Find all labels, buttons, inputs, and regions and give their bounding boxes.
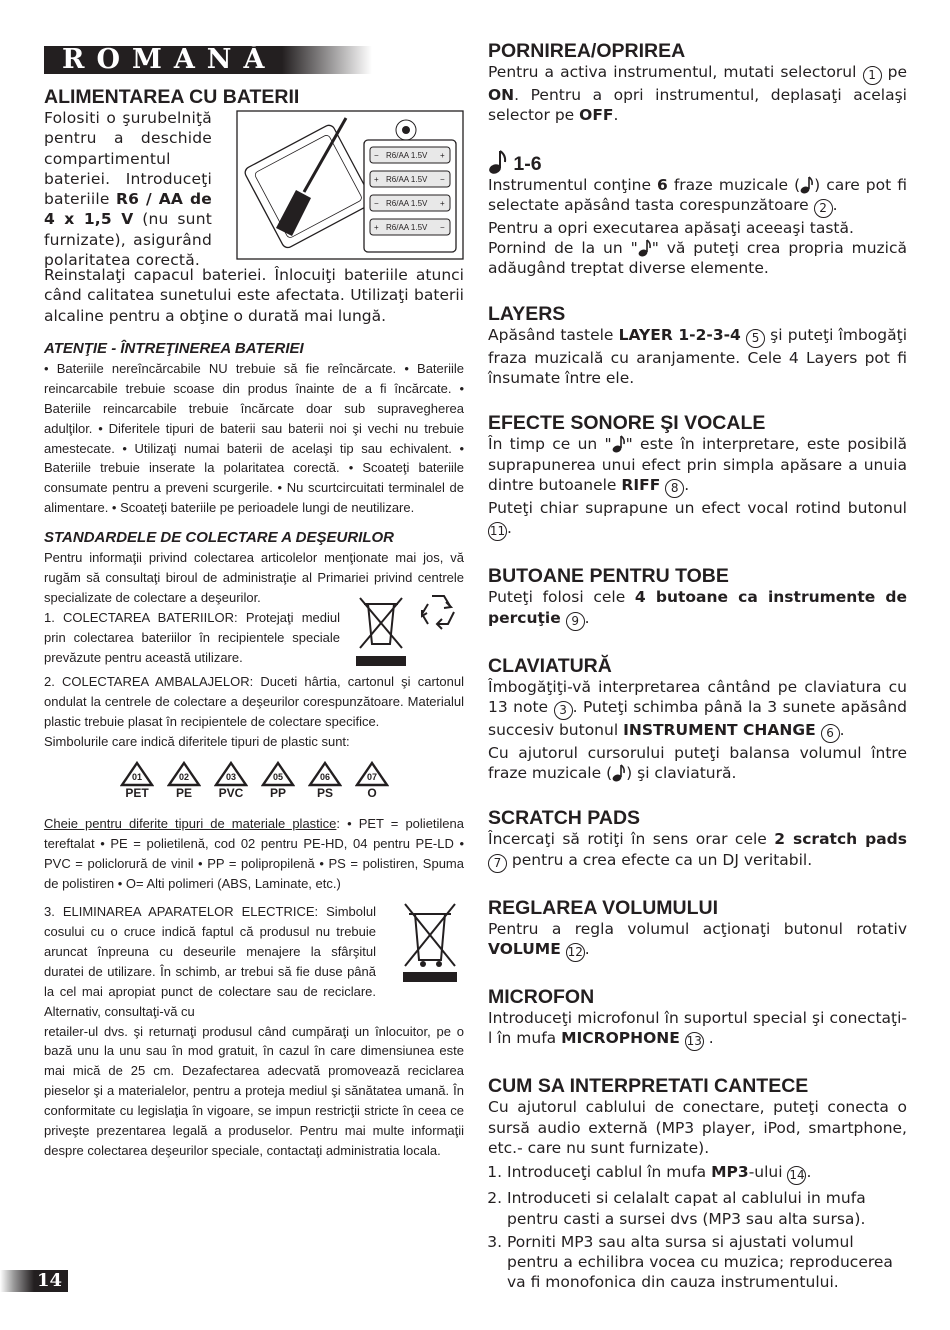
battery-label-3: R6/AA 1.5V xyxy=(386,199,428,208)
right-column xyxy=(488,40,907,1296)
ref-number: 6 xyxy=(821,724,840,743)
battery-replace-text: Reinstalaţi capacul bateriei. Înlocuiţi bateriile atunci când calitatea sunetului este afectata. Utilizaţi baterii alcaline pentru a obţine o durată mai lungă. xyxy=(44,266,464,325)
plastic-symbol-other: 07 O xyxy=(355,761,389,800)
section-title-scratch: SCRATCH PADS xyxy=(488,807,641,830)
battery-label-1: R6/AA 1.5V xyxy=(386,151,428,160)
section-title-drums: BUTOANE PENTRU TOBE xyxy=(488,565,729,588)
ref-number: 7 xyxy=(488,854,507,873)
plastic-symbols-row xyxy=(120,761,464,800)
svg-text:−: − xyxy=(374,199,379,208)
ref-number: 12 xyxy=(566,943,585,962)
battery-section xyxy=(44,108,464,273)
svg-text:02: 02 xyxy=(178,772,190,783)
left-column xyxy=(44,40,464,1161)
recycle-triangle-icon xyxy=(261,761,295,787)
page-number-tab xyxy=(0,1270,68,1292)
svg-text:+: + xyxy=(374,223,379,232)
recycle-triangle-icon xyxy=(167,761,201,787)
battery-label-2: R6/AA 1.5V xyxy=(386,175,428,184)
svg-text:−: − xyxy=(374,151,379,160)
ref-number: 5 xyxy=(746,329,765,348)
section-title-effects: EFECTE SONORE ŞI VOCALE xyxy=(488,412,766,435)
battery-care-title: ATENŢIE - ÎNTREŢINEREA BATERIEI xyxy=(44,339,304,357)
svg-text:+: + xyxy=(374,175,379,184)
keyboard-balance-text: Cu ajutorul cursorului puteţi balansa volumul între fraze muzicale ( ) şi claviatură. xyxy=(488,743,907,783)
section-title-power: PORNIREA/OPRIREA xyxy=(488,40,686,62)
plastic-symbol-pet: 01 PET xyxy=(120,761,154,800)
songs-steps xyxy=(488,1162,907,1292)
music-note-icon xyxy=(488,150,508,174)
ref-number: 8 xyxy=(665,479,684,498)
drums-text: Puteţi folosi cele 4 butoane ca instrumente de percuţie 9 . xyxy=(488,587,907,630)
music-note-icon xyxy=(800,176,814,194)
phrases-create-text: Pornind de la un " " vă puteţi crea propria muzică adăugând treptat diverse elemente. xyxy=(488,239,907,278)
svg-text:07: 07 xyxy=(366,772,378,783)
plastic-symbol-pe: 02 PE xyxy=(167,761,201,800)
microphone-text: Introduceţi microfonul în suportul special şi conectaţi-l în mufa MICROPHONE 13 . xyxy=(488,1008,907,1051)
section-title-microphone: MICROFON xyxy=(488,986,595,1009)
language-banner xyxy=(44,40,464,74)
recycle-triangle-icon xyxy=(308,761,342,787)
section-title-layers: LAYERS xyxy=(488,302,566,325)
page-number: 14 xyxy=(36,1270,62,1291)
music-note-icon xyxy=(638,239,652,257)
layers-text: Apăsând tastele LAYER 1-2-3-4 5 şi puteţi îmbogăţi fraza muzicală cu aranjamente. Cele 4 Layers pot fi însumate între ele. xyxy=(488,325,907,388)
ref-number: 3 xyxy=(554,701,573,720)
waste-standards-intro: Pentru informaţii privind colectarea articolelor menţionate mai jos, vă rugăm să consultaţi biroul de administraţie al Primariei privind centrele specializate de colectare a deşeurilor. xyxy=(44,550,464,605)
phrases-stop-text: Pentru a opri executarea apăsaţi aceeaşi tastă. xyxy=(488,218,854,237)
plastic-symbol-pp: 05 PP xyxy=(261,761,295,800)
electrical-disposal-text-a: 3. ELIMINAREA APARATELOR ELECTRICE: Simbolul cosului cu o cruce indică faptul că produsul nu trebuie aruncat înpreuna cu deseurile menajere la sfârşitul duratei de utilizare. În schimb, ar trebui să fie duse până la cel mai apropiat punct de colectare sau de reciclare. Alternativ, consultaţi-vă cu xyxy=(44,904,376,1019)
section-title-keyboard: CLAVIATURĂ xyxy=(488,654,612,677)
battery-label-4: R6/AA 1.5V xyxy=(386,223,428,232)
svg-text:05: 05 xyxy=(272,772,284,783)
ref-number: 1 xyxy=(863,66,882,85)
power-text: Pentru a activa instrumentul, mutati selectorul 1 pe ON. Pentru a opri instrumentul, deplasaţi acelaşi selector pe OFF. xyxy=(488,63,907,125)
section-title-songs: CUM SA INTERPRETATI CANTECE xyxy=(488,1075,809,1098)
plastic-symbols-intro: Simbolurile care indică diferitele tipuri de plastic sunt: xyxy=(44,733,350,749)
volume-text: Pentru a regla volumul acţionaţi butonul rotativ VOLUME 12 . xyxy=(488,919,907,962)
ref-number: 2 xyxy=(814,199,833,218)
svg-text:+: + xyxy=(440,151,445,160)
svg-text:01: 01 xyxy=(131,772,143,783)
battery-care-text: • Bateriile nereîncărcabile NU trebuie să fie reîncărcate. • Bateriile reincarcabile trebuie scoase din produs înainte de a fi încărcate. • Bateriile reincarcabile trebuie încărcate doar sub supravegherea adulţilor. • Diferitele tipuri de baterii sau baterii noi şi vechi nu trebuie amestecate. • Utilizaţi numai baterii de acelaşi tip sau echivalent. • Bateriile trebuie inserate la polaritatea corectă. • Scoateţi bateriile consumate pentru a preveni scurgerile. • Nu scurtcircuitati terminalel de alimentare. • Scoateţi bateriile pe perioadele lungi de neutilizare. xyxy=(44,360,464,516)
waste-standards-title: STANDARDELE DE COLECTARE A DEŞEURILOR xyxy=(44,529,395,547)
recycle-triangle-icon xyxy=(120,761,154,787)
effects-text: În timp ce un " " este în interpretare, este posibilă suprapunerea unui efect prin simpla apăsare a unuia dintre butoanele RIFF 8 . xyxy=(488,434,907,498)
music-note-icon xyxy=(612,435,626,453)
songs-intro: Cu ajutorul cablului de conectare, puteţi conecta o sursă audio externă (MP3 player, iPod, smartphone, etc.- care nu sunt furnizate). xyxy=(488,1098,907,1157)
plastic-key-text: Cheie pentru diferite tipuri de materiale plastice: • PET = polietilena tereftalat • PE = polietilenă, cod 02 pentru PE-HD, 04 pentru PE-LD • PVC = policlorură de vinil • PP = polipropilenă • PS = polistiren, Spuma de polistiren • O= Alti polimeri (ABS, Laminate, etc.) xyxy=(44,816,465,892)
ref-number: 9 xyxy=(566,612,585,631)
section-title-volume: REGLAREA VOLUMULUI xyxy=(488,896,719,919)
scratch-text: Încercaţi să rotiţi în sens orar cele 2 scratch pads 7 pentru a crea efecte ca un DJ veritabil. xyxy=(488,829,907,872)
packaging-collection-text: 2. COLECTAREA AMBALAJELOR: Duceti hârtia, cartonul şi cartonul ondulat la centrele de colectare a deşeurilor corespunzătoare. Materialul plastic trebuie plasat în recipientele de colectare specifice. xyxy=(44,673,464,729)
list-item: 1. Introduceţi cablul în mufa MP3-ului 14 . xyxy=(507,1162,907,1185)
svg-text:03: 03 xyxy=(225,772,237,783)
crossed-bin-icon xyxy=(356,594,406,670)
recycle-triangle-icon xyxy=(214,761,248,787)
music-note-icon xyxy=(612,764,626,782)
battery-instructions: Folositi o şurubelniţă pentru a deschide compartimentul bateriei. Introduceţi bateriile R6 / AA de 4 x 1,5 V (nu sunt furnizate), asigurând polaritatea corectă. xyxy=(44,109,212,270)
plastic-symbol-pvc: 03 PVC xyxy=(214,761,248,800)
keyboard-text: Îmbogăţiţi-vă interpretarea cântând pe claviatura cu 13 note 3 . Puteţi schimba până la 3 sunete apăsând succesiv butonul INSTRUMENT CHANGE 6 . xyxy=(488,677,907,743)
ref-number: 11 xyxy=(488,522,507,541)
ref-number: 14 xyxy=(787,1166,806,1185)
language-title: ROMÂNĂ xyxy=(62,44,277,75)
ref-number: 13 xyxy=(685,1032,704,1051)
phrases-text: Instrumentul conţine 6 fraze muzicale ( ) care pot fi selectate apăsând tasta corespunzătoare 2 . xyxy=(488,175,907,218)
section-title-batteries: ALIMENTAREA CU BATERII xyxy=(44,86,300,108)
section-title-phrases: 1-6 xyxy=(488,150,907,175)
svg-text:−: − xyxy=(440,223,445,232)
electrical-disposal-text-b: retailer-ul dvs. şi returnaţi produsul când cumpăraţi un înlocuitor, pe o bază unu la unu sau în mod gratuit, în cazul în care dimensiunea este mai mică de 25 cm. Dezafectarea adecvată promovează reciclarea pieselor şi a materialelor, pentru a proteja mediul şi sănătatea umană. În conformitate cu legislaţia în vigoare, se impun restricţii stricte în ceea ce priveşte prezentarea legală a produselor. Pentru mai multe informaţii despre colectarea deşeurilor speciale, contactaţi administratia locala. xyxy=(44,1023,464,1158)
vocal-effect-text: Puteţi chiar suprapune un efect vocal rotind butonul 11 . xyxy=(488,498,907,541)
recycle-triangle-icon xyxy=(355,761,389,787)
svg-text:06: 06 xyxy=(319,772,331,783)
recycle-icon xyxy=(414,588,462,636)
list-item: 2. Introduceti si celalalt capat al cablului in mufa pentru casti a sursei dvs (MP3 sau alta sursa). xyxy=(507,1188,907,1229)
plastic-symbol-ps: 06 PS xyxy=(308,761,342,800)
crossed-bin-icon xyxy=(399,900,461,986)
svg-text:−: − xyxy=(440,175,445,184)
battery-collection-text: 1. COLECTAREA BATERIILOR: Protejaţi mediul prin colectarea bateriilor în recipientele speciale prevăzute pentru această utilizare. xyxy=(44,609,340,665)
list-item: 3. Porniti MP3 sau alta sursa si ajustati volumul pentru a echilibra vocea cu muzica; reproducerea va fi monofonica din cauza instrumentului. xyxy=(507,1232,907,1293)
svg-text:+: + xyxy=(440,199,445,208)
battery-compartment-illustration xyxy=(236,110,464,260)
